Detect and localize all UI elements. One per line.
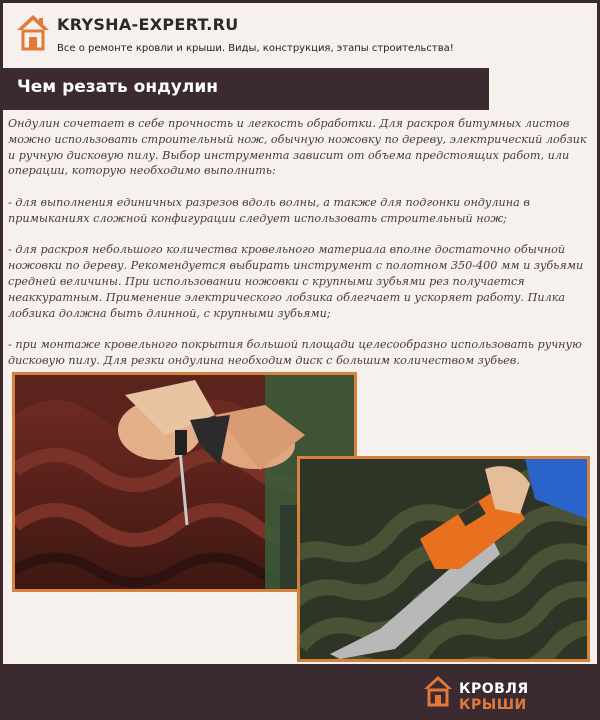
footer-brand-part2: КРЫШИ [459, 697, 527, 713]
site-name[interactable]: KRYSHA-EXPERT.RU [57, 15, 239, 34]
footer-brand-part1: КРОВЛЯ [459, 681, 529, 697]
paragraph: - для выполнения единичных разрезов вдоль волны, а также для подгонки ондулина в примыканиях сложной конфигурации следует использовать строительный нож; [8, 195, 530, 225]
title-bar [3, 68, 489, 110]
photo-saw-cutting [297, 456, 590, 662]
paragraph: - для раскроя небольшого количества кровельного материала вполне достаточно обычной ножовки по дереву. Рекомендуется выбирать инструмент с полотном 350-400 мм и зубьями средней величины. При использовании ножовки с крупными зубьями рез получается неаккуратным. Применение электрического лобзика облегчает и ускоряет работу. Пилка лобзика должна быть длинной, с крупными зубьями; [8, 243, 584, 320]
site-header [3, 3, 597, 67]
paragraph: - при монтаже кровельного покрытия большой площади целесообразно использовать ручную дисковую пилу. Для резки ондулина необходим диск с большим количеством зубьев. [8, 338, 582, 367]
site-footer [3, 664, 597, 717]
footer-house-logo-icon [423, 674, 453, 708]
page-title: Чем резать ондулин [17, 77, 218, 97]
saw-photo-illustration [300, 459, 587, 659]
site-tagline: Все о ремонте кровли и крыши. Виды, конструкция, этапы строительства! [57, 43, 454, 54]
article-body [8, 116, 592, 385]
footer-brand[interactable] [459, 681, 597, 713]
paragraph: Ондулин сочетает в себе прочность и легкость обработки. Для раскроя битумных листов можно использовать строительный нож, обычную ножовку по дереву, электрический лобзик и ручную дисковую пилу. Выбор инструмента зависит от объема предстоящих работ, или операции, которую необходимо выполнить: [8, 117, 587, 178]
house-logo-icon [15, 13, 51, 53]
